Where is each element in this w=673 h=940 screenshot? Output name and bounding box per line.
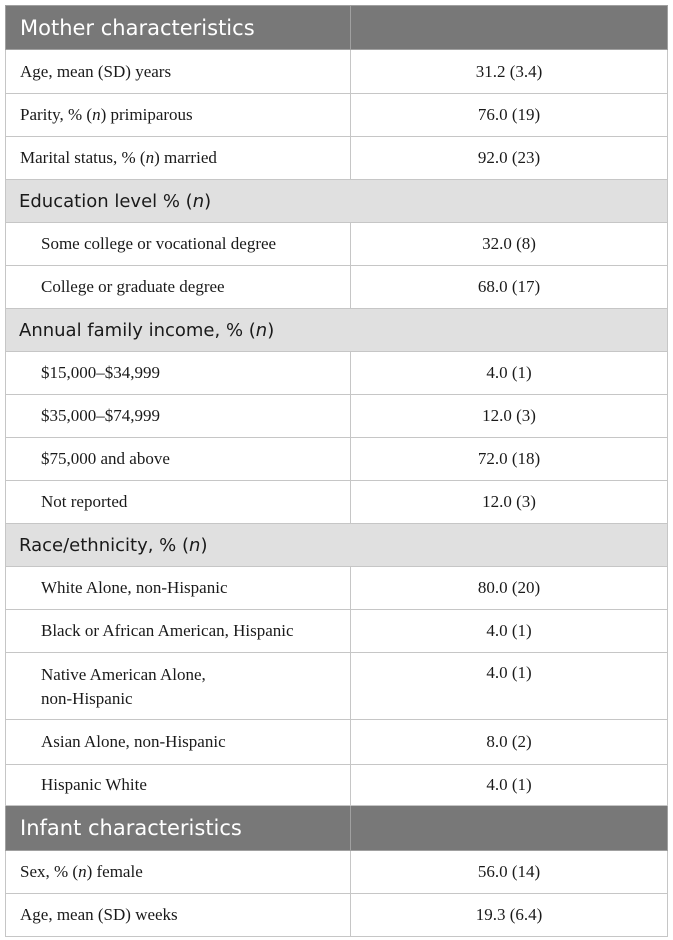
row-value: 92.0 (23) bbox=[351, 137, 668, 180]
row-label: Parity, % (n) primiparous bbox=[6, 94, 351, 137]
row-label: $15,000–$34,999 bbox=[6, 352, 351, 395]
table-row bbox=[6, 352, 668, 395]
row-label: Native American Alone, non-Hispanic bbox=[6, 653, 351, 720]
row-label: White Alone, non-Hispanic bbox=[6, 567, 351, 610]
section-header-infant bbox=[6, 806, 668, 851]
row-label: Not reported bbox=[6, 481, 351, 524]
section-header-empty-cell bbox=[351, 806, 668, 851]
row-label: Some college or vocational degree bbox=[6, 223, 351, 266]
row-label: College or graduate degree bbox=[6, 266, 351, 309]
row-value: 56.0 (14) bbox=[351, 851, 668, 894]
table-row bbox=[6, 50, 668, 94]
table-row bbox=[6, 851, 668, 894]
table-row bbox=[6, 395, 668, 438]
table-row bbox=[6, 438, 668, 481]
row-label: Hispanic White bbox=[6, 765, 351, 806]
row-value: 8.0 (2) bbox=[351, 720, 668, 765]
subgroup-header-race bbox=[6, 524, 668, 567]
table-row bbox=[6, 567, 668, 610]
table-row bbox=[6, 894, 668, 937]
row-label: Asian Alone, non-Hispanic bbox=[6, 720, 351, 765]
table-row bbox=[6, 610, 668, 653]
table-row bbox=[6, 481, 668, 524]
subgroup-header-income bbox=[6, 309, 668, 352]
row-value: 72.0 (18) bbox=[351, 438, 668, 481]
characteristics-table bbox=[5, 5, 668, 937]
subgroup-header-education bbox=[6, 180, 668, 223]
row-value: 32.0 (8) bbox=[351, 223, 668, 266]
section-header-mother bbox=[6, 6, 668, 50]
section-header-empty-cell bbox=[351, 6, 668, 50]
row-value: 31.2 (3.4) bbox=[351, 50, 668, 94]
row-label: Age, mean (SD) weeks bbox=[6, 894, 351, 937]
row-value: 76.0 (19) bbox=[351, 94, 668, 137]
row-value: 4.0 (1) bbox=[351, 610, 668, 653]
subgroup-title: Education level % (n) bbox=[6, 180, 668, 223]
row-label: Black or African American, Hispanic bbox=[6, 610, 351, 653]
table-row bbox=[6, 765, 668, 806]
row-value: 68.0 (17) bbox=[351, 266, 668, 309]
table-row bbox=[6, 720, 668, 765]
row-value: 19.3 (6.4) bbox=[351, 894, 668, 937]
section-title: Infant characteristics bbox=[6, 806, 351, 851]
row-value: 80.0 (20) bbox=[351, 567, 668, 610]
row-value: 4.0 (1) bbox=[351, 352, 668, 395]
row-value: 4.0 (1) bbox=[351, 765, 668, 806]
row-label: Sex, % (n) female bbox=[6, 851, 351, 894]
table-row bbox=[6, 94, 668, 137]
row-value: 4.0 (1) bbox=[351, 653, 668, 720]
row-label: Age, mean (SD) years bbox=[6, 50, 351, 94]
row-label: $35,000–$74,999 bbox=[6, 395, 351, 438]
table-row bbox=[6, 266, 668, 309]
subgroup-title: Race/ethnicity, % (n) bbox=[6, 524, 668, 567]
table-row bbox=[6, 223, 668, 266]
row-value: 12.0 (3) bbox=[351, 481, 668, 524]
table-row bbox=[6, 653, 668, 720]
row-value: 12.0 (3) bbox=[351, 395, 668, 438]
row-label: Marital status, % (n) married bbox=[6, 137, 351, 180]
row-label: $75,000 and above bbox=[6, 438, 351, 481]
subgroup-title: Annual family income, % (n) bbox=[6, 309, 668, 352]
table-row bbox=[6, 137, 668, 180]
section-title: Mother characteristics bbox=[6, 6, 351, 50]
